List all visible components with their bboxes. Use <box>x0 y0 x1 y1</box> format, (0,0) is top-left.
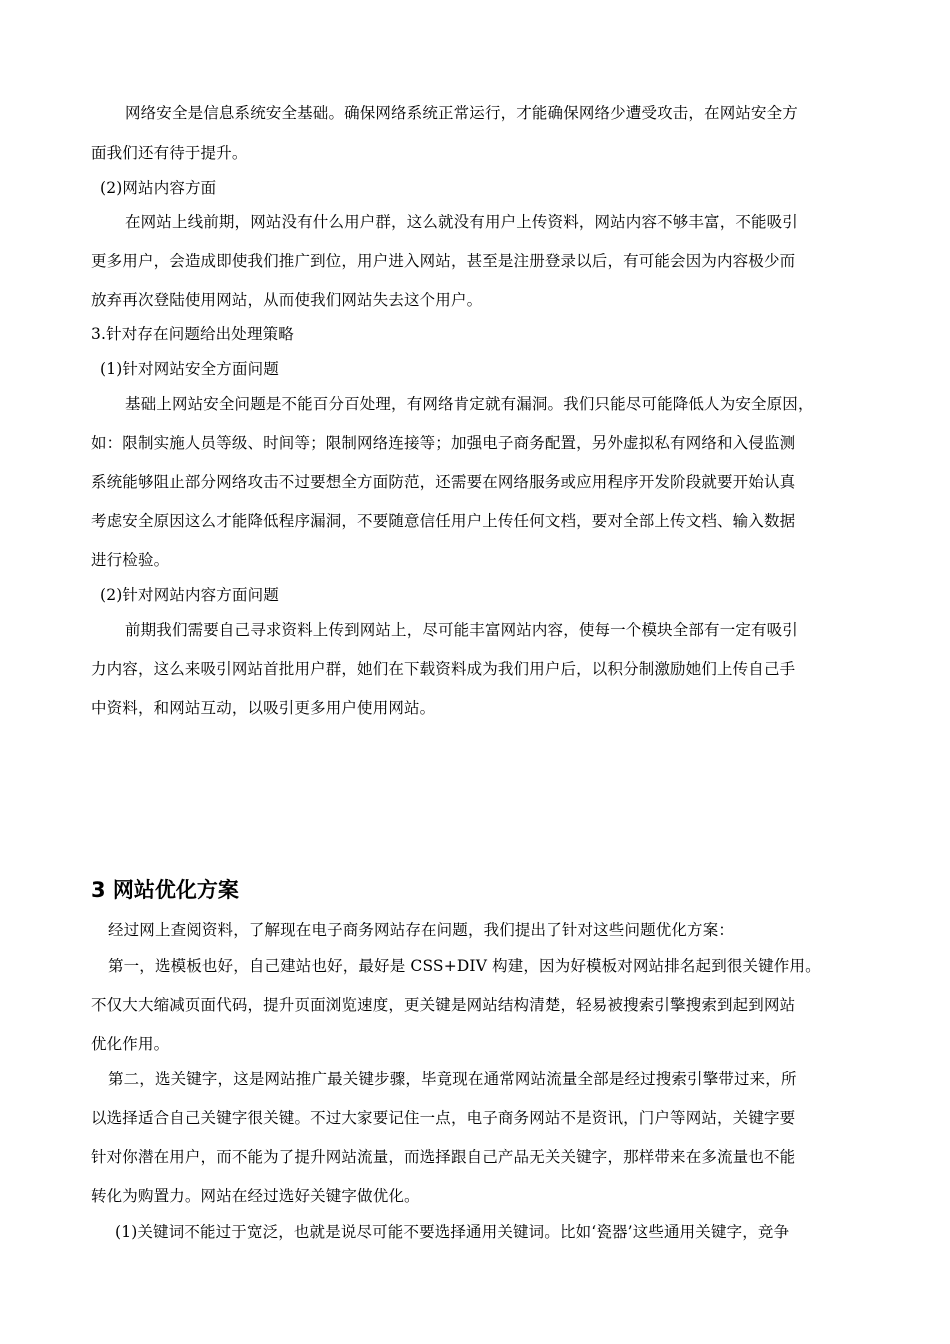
subheading-content-strategy: (2)针对网站内容方面问题 <box>100 586 279 604</box>
paragraph-first-line: 第一，选模板也好，自己建站也好，最好是 CSS+DIV 构建，因为好模板对网站排名起到很关键作用。 <box>108 957 821 975</box>
paragraph-keyword-1: (1)关键词不能过于宽泛，也就是说尽可能不要选择通用关键词。比如‘瓷器’这些通用关键字，竞争 <box>115 1223 790 1241</box>
paragraph-first-line: 不仅大大缩减页面代码，提升页面浏览速度，更关键是网站结构清楚，轻易被搜索引擎搜索到起到网站 <box>91 996 796 1014</box>
paragraph-content-line: 放弃再次登陆使用网站，从而使我们网站失去这个用户。 <box>91 291 483 309</box>
paragraph-security-strategy-line: 系统能够阻止部分网络攻击不过要想全方面防范，还需要在网络服务或应用程序开发阶段就要开始认真 <box>91 473 796 491</box>
paragraph-second-line: 第二，选关键字，这是网站推广最关键步骤，毕竟现在通常网站流量全部是经过搜索引擎带过来，所 <box>108 1070 797 1088</box>
paragraph-second-line: 以选择适合自己关键字很关键。不过大家要记住一点，电子商务网站不是资讯，门户等网站，关键字要 <box>91 1109 796 1127</box>
paragraph-intro: 经过网上查阅资料，了解现在电子商务网站存在问题，我们提出了针对这些问题优化方案： <box>108 921 735 939</box>
paragraph-security-strategy-line: 考虑安全原因这么才能降低程序漏洞，不要随意信任用户上传任何文档，要对全部上传文档、输入数据 <box>91 512 796 530</box>
paragraph-content-line: 在网站上线前期，网站没有什么用户群，这么就没有用户上传资料，网站内容不够丰富，不能吸引 <box>125 213 798 231</box>
item-heading-strategy: 3.针对存在问题给出处理策略 <box>91 325 294 343</box>
paragraph-first-line: 优化作用。 <box>91 1035 170 1053</box>
paragraph-content-line: 更多用户，会造成即使我们推广到位，用户进入网站，甚至是注册登录以后，有可能会因为内容极少而 <box>91 252 796 270</box>
paragraph-security-strategy-line: 基础上网站安全问题是不能百分百处理，有网络肯定就有漏洞。我们只能尽可能降低人为安全原因， <box>125 395 814 413</box>
section-heading: 3 网站优化方案 <box>91 878 239 902</box>
subheading-security-strategy: (1)针对网站安全方面问题 <box>100 360 279 378</box>
paragraph-content-strategy-line: 中资料，和网站互动，以吸引更多用户使用网站。 <box>91 699 436 717</box>
paragraph-security-strategy-line: 如：限制实施人员等级、时间等；限制网络连接等；加强电子商务配置，另外虚拟私有网络和入侵监测 <box>91 434 796 452</box>
paragraph-security-line: 面我们还有待于提升。 <box>91 144 248 162</box>
paragraph-content-strategy-line: 前期我们需要自己寻求资料上传到网站上，尽可能丰富网站内容，使每一个模块全部有一定有吸引 <box>125 621 798 639</box>
paragraph-security-strategy-line: 进行检验。 <box>91 551 170 569</box>
paragraph-security-line: 网络安全是信息系统安全基础。确保网络系统正常运行，才能确保网络少遭受攻击，在网站安全方 <box>125 104 798 122</box>
paragraph-second-line: 转化为购置力。网站在经过选好关键字做优化。 <box>91 1187 420 1205</box>
subheading-content: (2)网站内容方面 <box>100 179 217 197</box>
paragraph-content-strategy-line: 力内容，这么来吸引网站首批用户群，她们在下载资料成为我们用户后，以积分制激励她们上传自己手 <box>91 660 796 678</box>
paragraph-second-line: 针对你潜在用户，而不能为了提升网站流量，而选择跟自己产品无关关键字，那样带来在多流量也不能 <box>91 1148 796 1166</box>
